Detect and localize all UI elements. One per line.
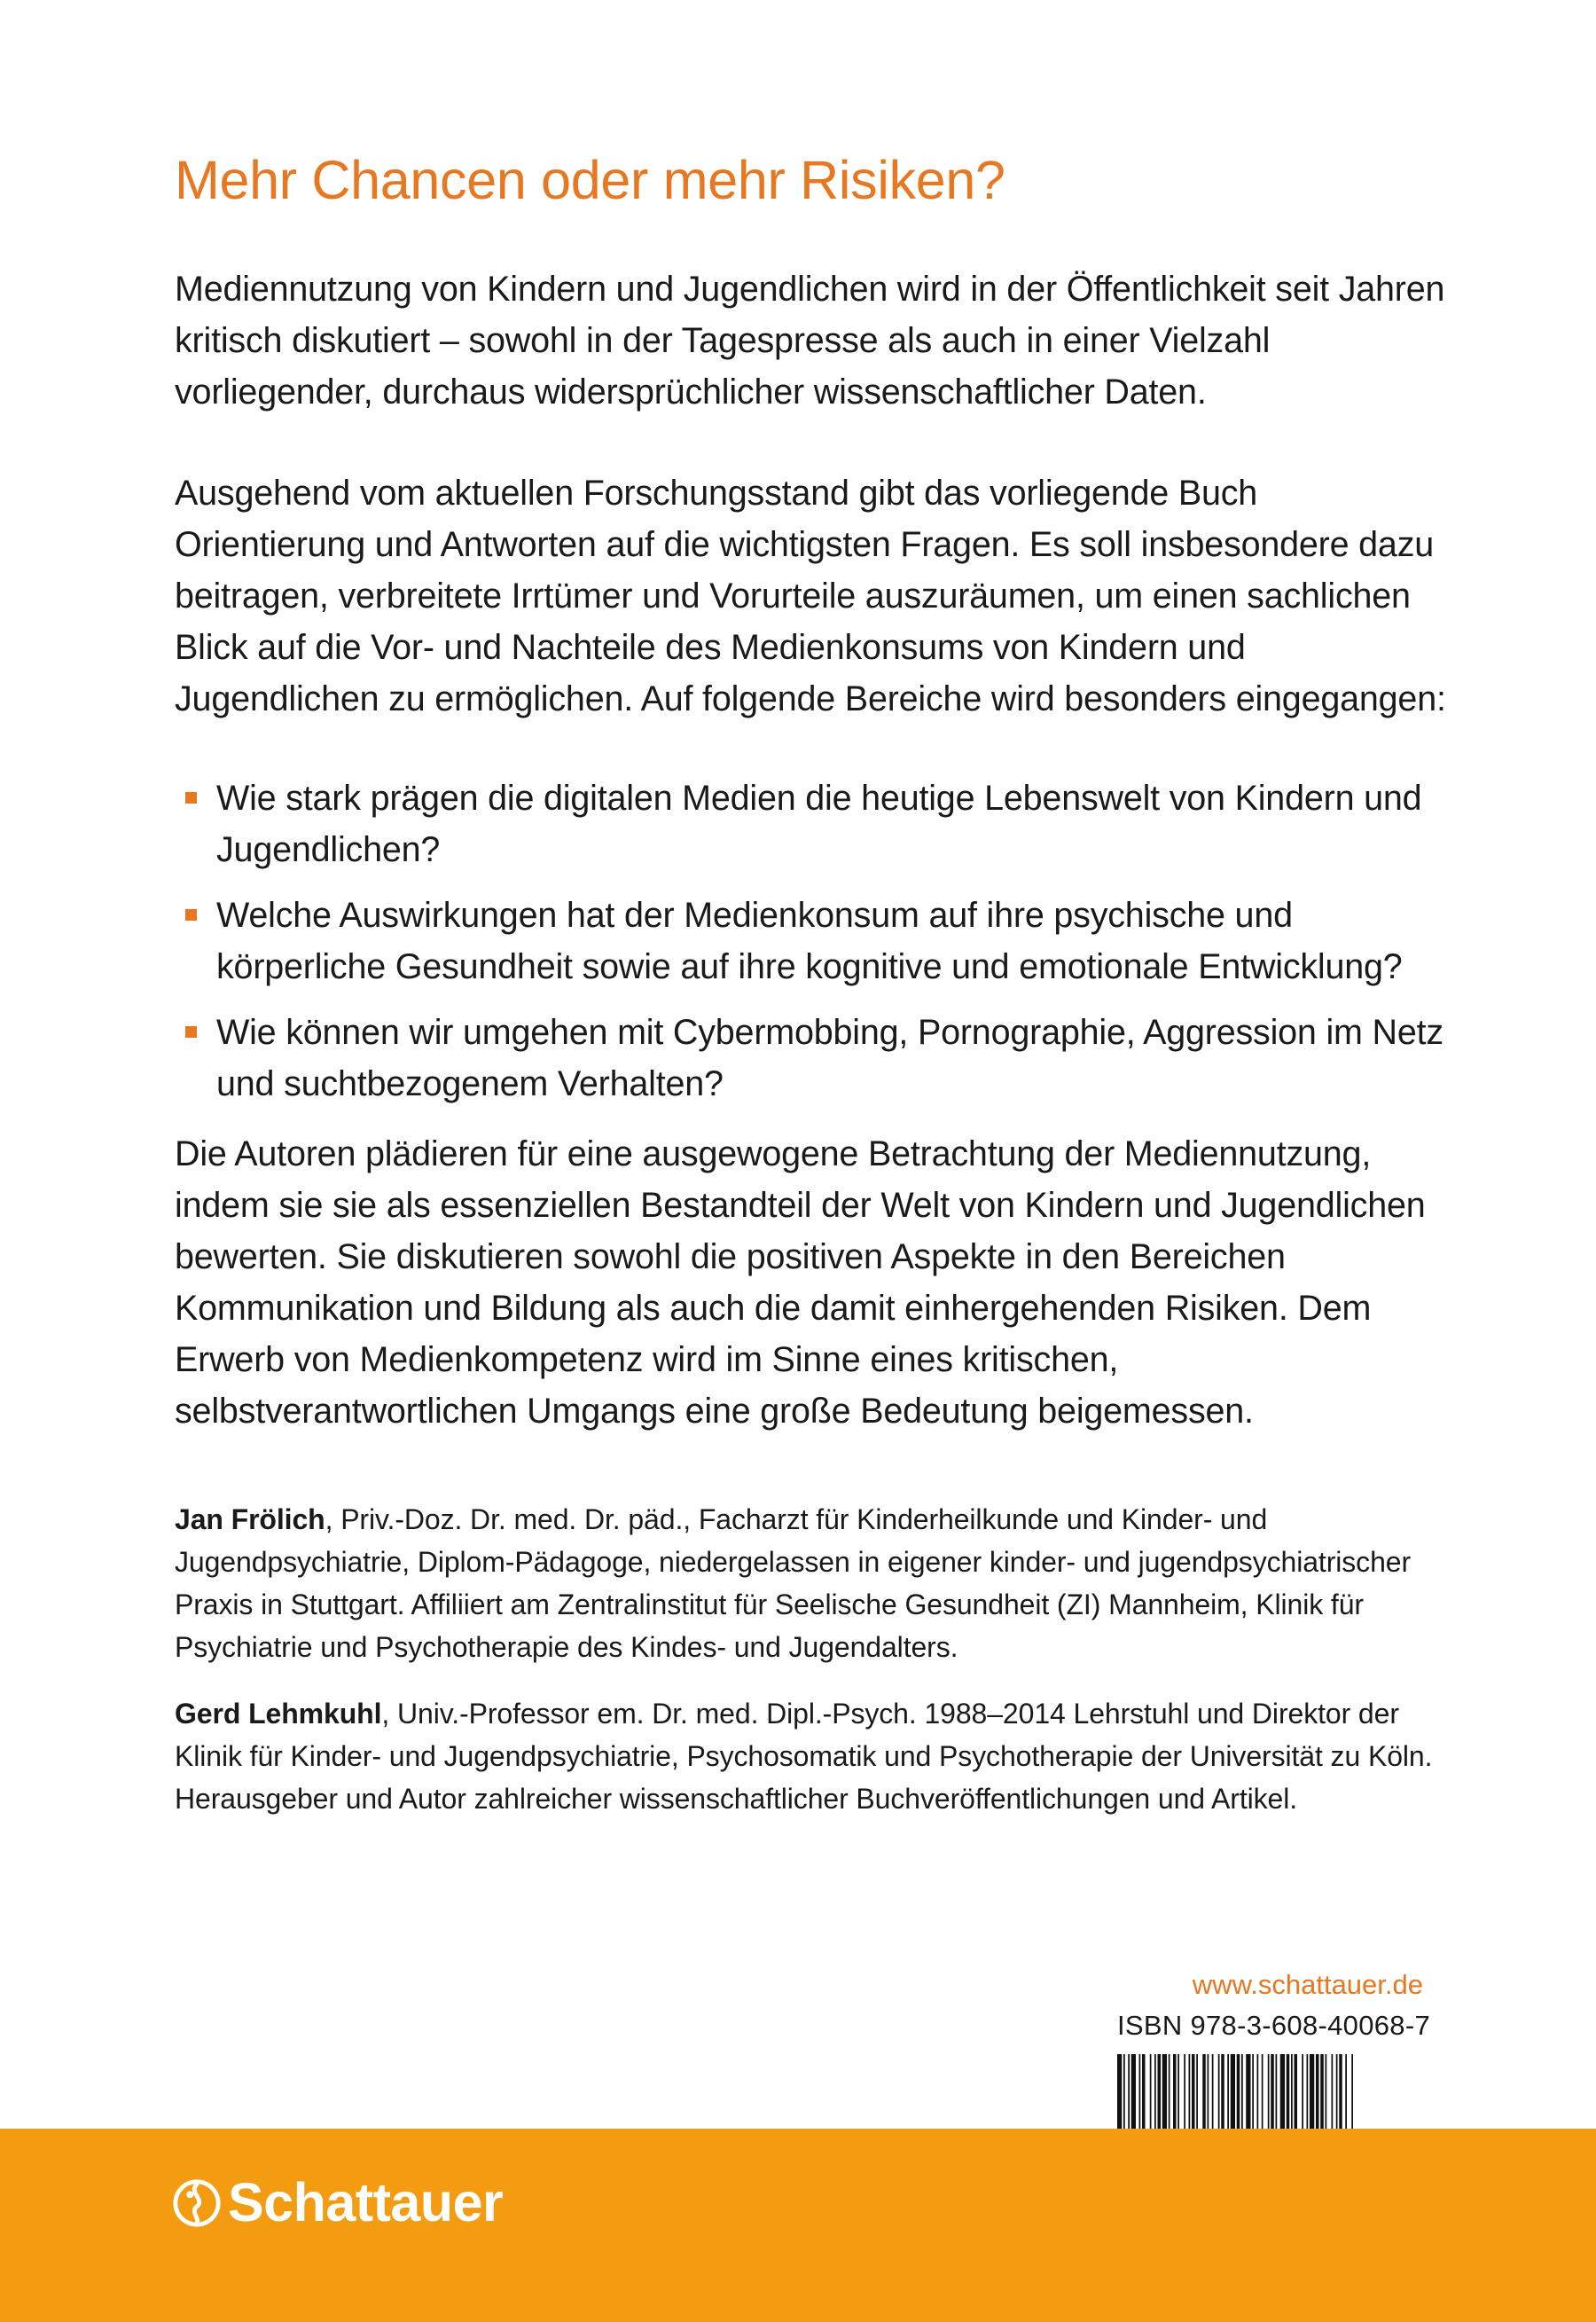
barcode-bar [1287, 2054, 1290, 2129]
intro-paragraph: Mediennutzung von Kindern und Jugendlichen wird in der Öffentlichkeit seit Jahren kritisch diskutiert – sowohl in der Tagespresse als auch in einer Vielzahl vorliegender, durchaus widersprüchlicher wissenschaftlicher Daten. [175, 270, 1445, 412]
barcode-bar [1202, 2054, 1206, 2129]
author-name: Jan Frölich [175, 1503, 325, 1535]
barcode-bar [1208, 2054, 1209, 2129]
barcode-bar [1257, 2054, 1259, 2129]
barcode-bar [1123, 2054, 1125, 2129]
barcode-bar [1280, 2054, 1285, 2129]
barcode-bar [1310, 2054, 1314, 2129]
headline: Mehr Chancen oder mehr Risiken? [175, 150, 1005, 210]
barcode-bar [1227, 2054, 1229, 2129]
list-item-text: Wie stark prägen die digitalen Medien die heutige Lebenswelt von Kindern und Jugendlichen? [216, 779, 1422, 869]
list-item-text: Wie können wir umgehen mit Cybermobbing, Pornographie, Aggression im Netz und suchtbezogenem Verhalten? [216, 1013, 1443, 1103]
barcode-icon [1117, 2054, 1423, 2129]
barcode-bar [1162, 2054, 1167, 2129]
list-item [175, 890, 1451, 992]
barcode-bar [1326, 2054, 1327, 2129]
barcode-bar [1271, 2054, 1274, 2129]
barcode-bar [1231, 2054, 1235, 2129]
isbn-number: ISBN 978-3-608-40068-7 [1117, 2010, 1430, 2041]
barcode-bar [1139, 2054, 1141, 2129]
list-item [175, 773, 1451, 875]
barcode-bar [1221, 2054, 1224, 2129]
barcode-bar [1158, 2054, 1162, 2129]
list-item [175, 1007, 1451, 1110]
barcode-bar [1345, 2054, 1347, 2129]
barcode-bar [1212, 2054, 1214, 2129]
barcode-bar [1320, 2054, 1324, 2129]
barcode-bar [1131, 2054, 1136, 2129]
barcode-bar [1336, 2054, 1338, 2129]
barcode-bar [1307, 2054, 1309, 2129]
publisher-website-link[interactable]: www.schattauer.de [1192, 1969, 1423, 2000]
barcode-bar [1316, 2054, 1319, 2129]
barcode-bar [1351, 2054, 1353, 2129]
list-item-text: Welche Auswirkungen hat der Medienkonsum auf ihre psychische und körperliche Gesundheit sowie auf ihre kognitive und emotionale Entwicklung? [216, 896, 1403, 986]
barcode-bar [1128, 2054, 1130, 2129]
conclusion-paragraph: Die Autoren plädieren für eine ausgewogene Betrachtung der Mediennutzung, indem sie sie als essenziellen Bestandteil der Welt von Kindern und Jugendlichen bewerten. Sie diskutieren sowohl die positiven Aspekte in den Bereichen Kommunikation und Bildung als auch die damit einhergehenden Risiken. Dem Erwerb von Medienkompetenz wird im Sinne eines kritischen, selbstverantwortlichen Umgangs eine große Bedeutung beigemessen. [175, 1134, 1426, 1431]
barcode-bar [1189, 2054, 1191, 2129]
author-bio-text: , Univ.-Professor em. Dr. med. Dipl.-Psych. 1988–2014 Lehrstuhl und Direktor der Klinik für Kinder- und Jugendpsychiatrie, Psychosomatik und Psychotherapie der Universität zu Köln. Herausgeber und Autor zahlreicher wissenschaftlicher Buchveröffentlichungen und Artikel. [175, 1698, 1433, 1815]
barcode-bar [1218, 2054, 1220, 2129]
square-bullet-icon [185, 792, 197, 804]
author-bio-text: , Priv.-Doz. Dr. med. Dr. päd., Facharzt für Kinderheilkunde und Kinder- und Jugendpsychiatrie, Diplom-Pädagoge, niedergelassen in eigener kinder- und jugendpsychiatrischer Praxis in Stuttgart. Affiliiert am Zentralinstitut für Seelische Gesundheit (ZI) Mannheim, Klinik für Psychiatrie und Psychotherapie des Kindes- und Jugendalters. [175, 1503, 1412, 1663]
topics-list [175, 773, 1451, 1124]
barcode-bar [1291, 2054, 1293, 2129]
barcode-bar [1192, 2054, 1195, 2129]
schattauer-logo-icon [171, 2177, 223, 2229]
barcode-bar [1246, 2054, 1250, 2129]
barcode-bar [1276, 2054, 1278, 2129]
barcode-bar [1332, 2054, 1334, 2129]
author-bio-lehmkuhl [175, 1692, 1451, 1820]
barcode-bar [1196, 2054, 1198, 2129]
barcode-bar [1262, 2054, 1264, 2129]
barcode-bar [1268, 2054, 1270, 2129]
author-bio-frolich [175, 1498, 1451, 1668]
barcode-bar [1237, 2054, 1240, 2129]
barcode-bar [1339, 2054, 1342, 2129]
barcode-bar [1241, 2054, 1243, 2129]
publisher-footer-band [0, 2129, 1596, 2322]
author-name: Gerd Lehmkuhl [175, 1698, 382, 1730]
barcode-bar [1295, 2054, 1298, 2129]
barcode-bar [1142, 2054, 1146, 2129]
overview-paragraph: Ausgehend vom aktuellen Forschungsstand gibt das vorliegende Buch Orientierung und Antworten auf die wichtigsten Fragen. Es soll insbesondere dazu beitragen, verbreitete Irrtümer und Vorurteile auszuräumen, um einen sachlichen Blick auf die Vor- und Nachteile des Medienkonsums von Kindern und Jugendlichen zu ermöglichen. Auf folgende Bereiche wird besonders eingegangen: [175, 474, 1446, 718]
publisher-brand [171, 2172, 504, 2232]
publisher-name: Schattauer [228, 2172, 504, 2232]
barcode-bar [1169, 2054, 1170, 2129]
barcode-bar [1252, 2054, 1254, 2129]
square-bullet-icon [185, 1026, 197, 1038]
square-bullet-icon [185, 909, 197, 921]
barcode-bar [1184, 2054, 1185, 2129]
barcode-bar [1173, 2054, 1177, 2129]
barcode-bar [1302, 2054, 1303, 2129]
barcode-bar [1117, 2054, 1122, 2129]
barcode-bar [1154, 2054, 1156, 2129]
barcode-bar [1177, 2054, 1179, 2129]
barcode-bar [1150, 2054, 1152, 2129]
